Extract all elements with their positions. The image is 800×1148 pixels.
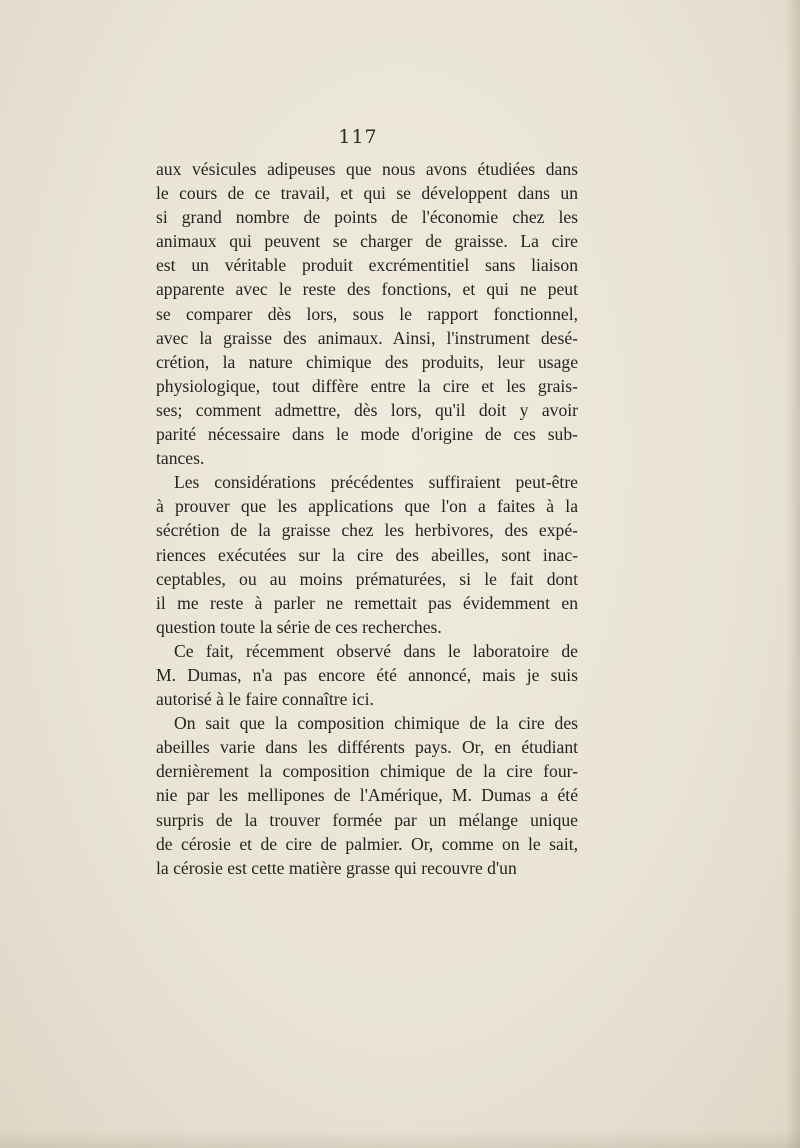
text-line: il me reste à parler ne remettait pas évidemment en [156,592,578,613]
text-line: animaux qui peuvent se charger de graisse. La cire [156,231,578,252]
text-line: Ce fait, récemment observé dans le laboratoire de [174,640,578,661]
text-line: physiologique, tout diffère entre la cire et les grais- [156,375,578,396]
text-line: la cérosie est cette matière grasse qui recouvre d'un [156,857,517,878]
text-line: riences exécutées sur la cire des abeilles, sont inac- [156,544,578,565]
text-line: dernièrement la composition chimique de la cire four- [156,761,578,782]
text-line: autorisé à le faire connaître ici. [156,689,374,710]
text-line: ceptables, ou au moins prématurées, si le fait dont [156,568,578,589]
text-line: est un véritable produit excrémentitiel sans liaison [156,255,578,276]
text-line: se comparer dès lors, sous le rapport fonctionnel, [156,303,578,324]
text-line: Les considérations précédentes suffiraient peut-être [174,472,578,493]
text-line: ses; comment admettre, dès lors, qu'il doit y avoir [156,399,578,420]
text-line: si grand nombre de points de l'économie chez les [156,207,578,228]
text-line: parité nécessaire dans le mode d'origine de ces sub- [156,424,578,445]
text-line: avec la graisse des animaux. Ainsi, l'instrument desé- [156,327,578,348]
text-line: question toute la série de ces recherches. [156,616,442,637]
page-bottom-shadow [0,1130,800,1148]
text-line: aux vésicules adipeuses que nous avons étudiées dans [156,159,578,179]
paragraph [156,470,578,639]
page-number: 117 [338,126,378,148]
body-text [156,157,578,880]
text-line: nie par les mellipones de l'Amérique, M. Dumas a été [156,785,578,806]
text-line: à prouver que les applications que l'on a faites à la [156,496,578,517]
paragraph [156,639,578,711]
page-edge-shadow [786,0,800,1148]
text-line: le cours de ce travail, et qui se développent dans un [156,183,578,204]
text-line: tances. [156,448,205,469]
text-line: M. Dumas, n'a pas encore été annoncé, mais je suis [156,664,578,685]
text-line: apparente avec le reste des fonctions, et qui ne peut [156,279,578,300]
paragraph [156,711,578,880]
text-line: abeilles varie dans les différents pays. Or, en étudiant [156,737,578,758]
text-line: surpris de la trouver formée par un mélange unique [156,809,578,830]
text-line: sécrétion de la graisse chez les herbivores, des expé- [156,520,578,541]
text-line: de cérosie et de cire de palmier. Or, comme on le sait, [156,833,578,854]
paragraph [156,157,578,470]
text-line: On sait que la composition chimique de la cire des [174,713,578,734]
text-line: crétion, la nature chimique des produits, leur usage [156,351,578,372]
